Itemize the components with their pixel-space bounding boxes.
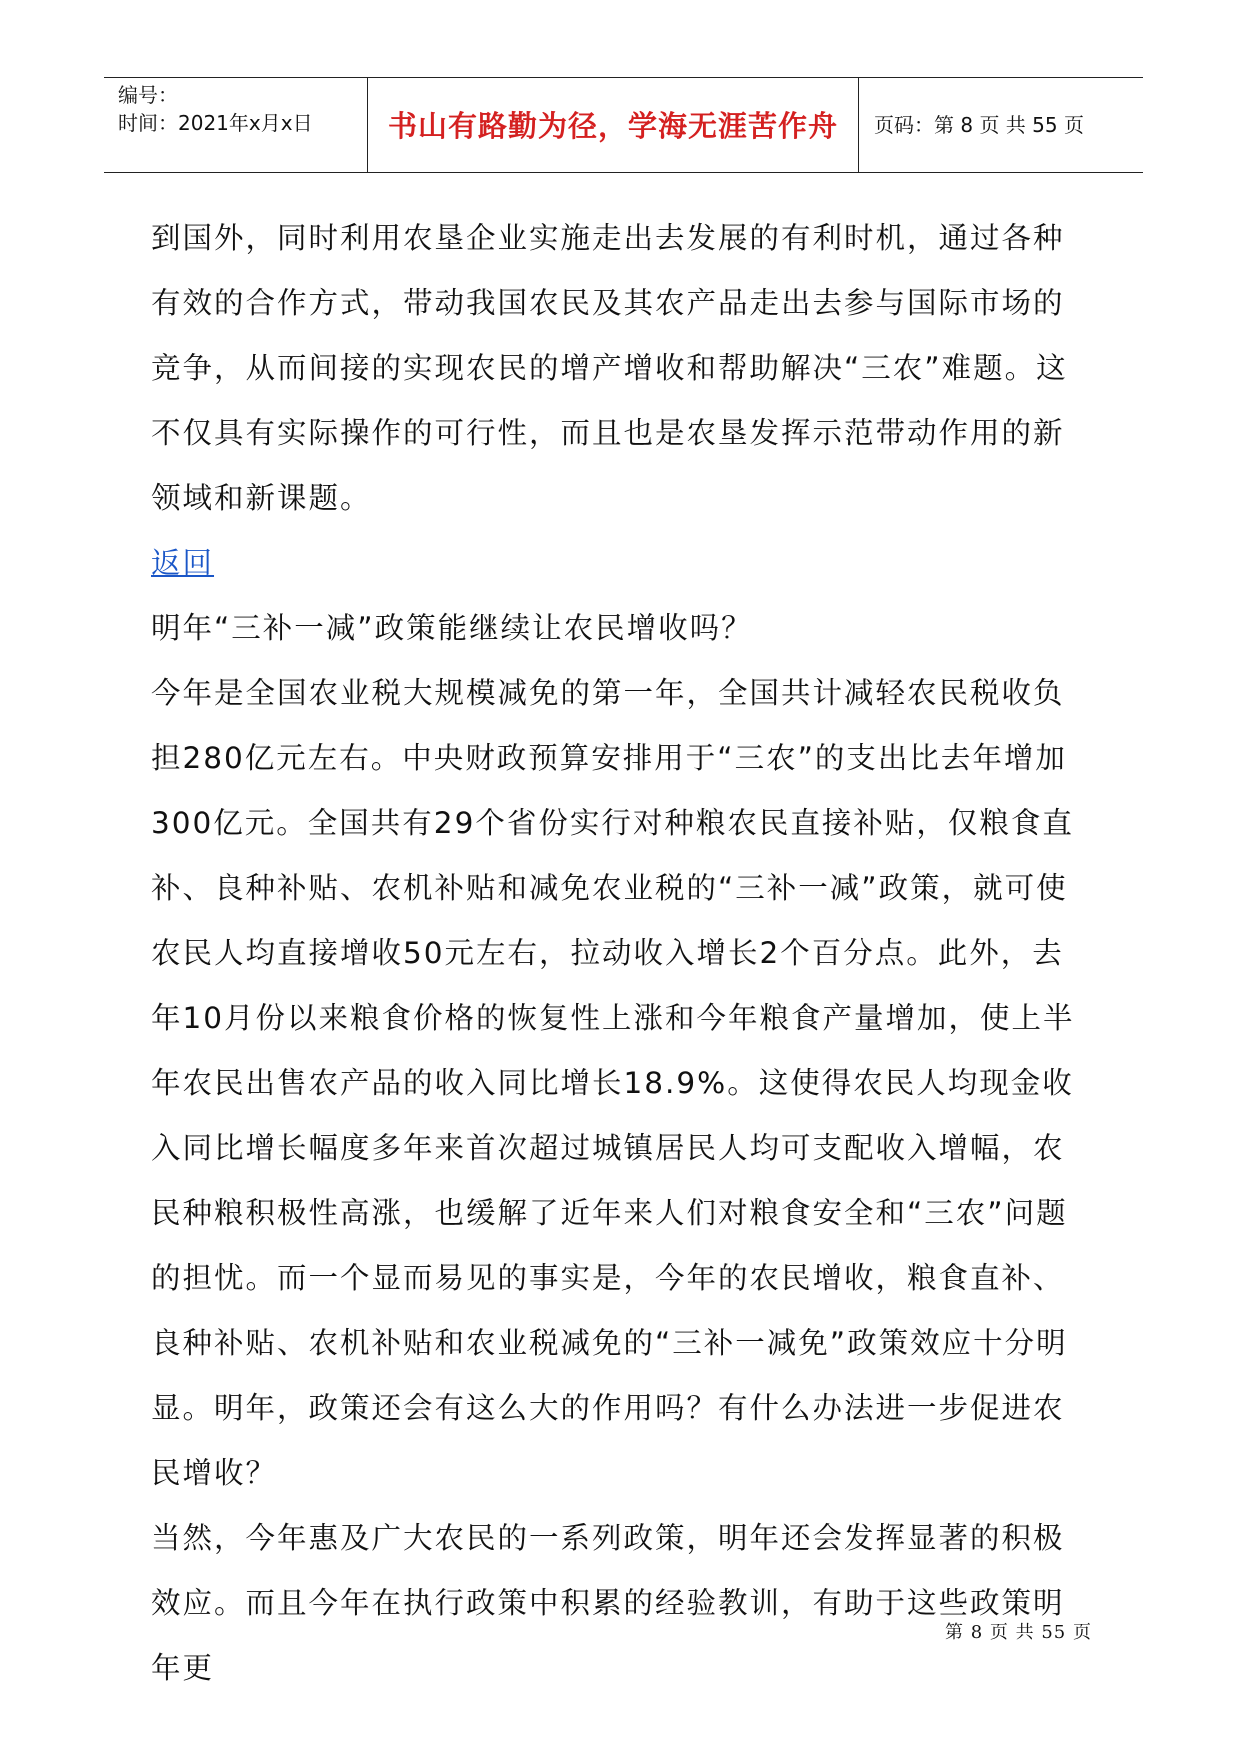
header-motto-cell — [367, 78, 859, 172]
header-meta — [104, 78, 367, 172]
paragraph-main: 今年是全国农业税大规模减免的第一年，全国共计减轻农民税收负担280亿元左右。中央财政预算安排用于“三农”的支出比去年增加300亿元。全国共有29个省份实行对种粮农民直接补贴，仅粮食直补、良种补贴、农机补贴和减免农业税的“三补一减”政策，就可使农民人均直接增收50元左右，拉动收入增长2个百分点。此外，去年10月份以来粮食价格的恢复性上涨和今年粮食产量增加，使上半年农民出售农产品的收入同比增长18.9%。这使得农民人均现金收入同比增长幅度多年来首次超过城镇居民人均可支配收入增幅，农民种粮积极性高涨，也缓解了近年来人们对粮食安全和“三农”问题的担忧。而一个显而易见的事实是，今年的农民增收，粮食直补、良种补贴、农机补贴和农业税减免的“三补一减免”政策效应十分明显。明年，政策还会有这么大的作用吗？有什么办法进一步促进农民增收？ — [151, 676, 1075, 1490]
footer-page-number: 第 8 页 共 55 页 — [945, 1622, 1092, 1643]
paragraph-last: 当然，今年惠及广大农民的一系列政策，明年还会发挥显著的积极效应。而且今年在执行政策中积累的经验教训，有助于这些政策明年更 — [151, 1521, 1065, 1685]
header-page-info: 页码：第 8 页 共 55 页 — [874, 113, 1084, 137]
document-date-label: 时间：2021年x月x日 — [118, 111, 313, 135]
paragraph-continued: 到国外，同时利用农垦企业实施走出去发展的有利时机，通过各种有效的合作方式，带动我国农民及其农产品走出去参与国际市场的竞争，从而间接的实现农民的增产增收和帮助解决“三农”难题。这不仅具有实际操作的可行性，而且也是农垦发挥示范带动作用的新领域和新课题。 — [151, 221, 1068, 515]
section-heading: 明年“三补一减”政策能继续让农民增收吗？ — [151, 611, 753, 645]
document-number-label: 编号： — [118, 83, 178, 107]
back-link[interactable]: 返回 — [151, 546, 215, 580]
document-body — [151, 206, 1093, 1701]
document-header — [104, 77, 1143, 173]
header-page-cell — [858, 78, 1143, 172]
header-motto: 书山有路勤为径，学海无涯苦作舟 — [387, 109, 838, 143]
